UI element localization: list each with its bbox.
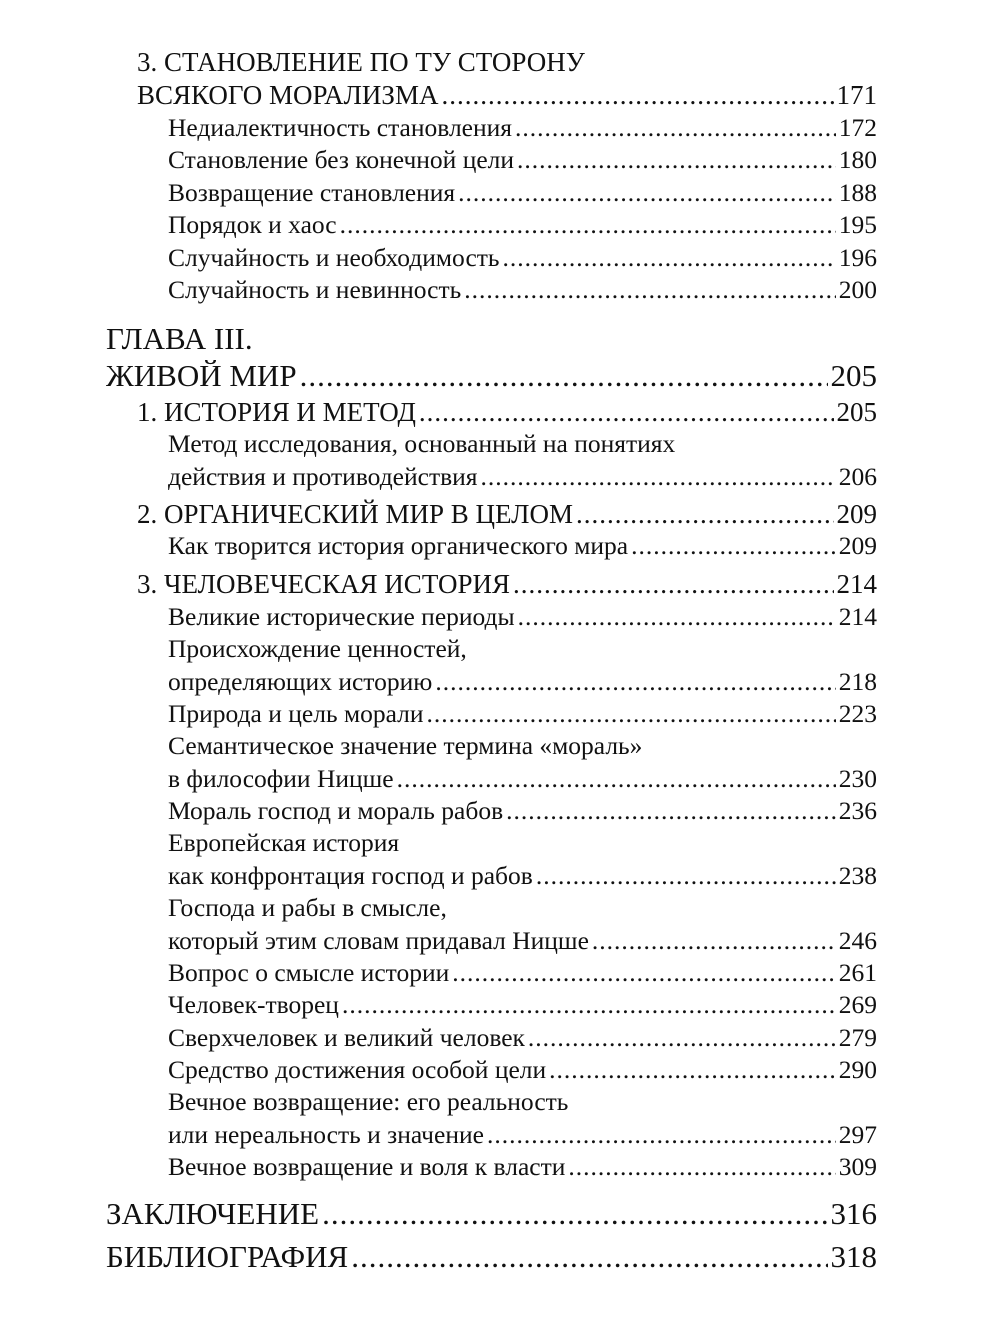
toc-page-number: 214 xyxy=(836,569,877,599)
dot-leader xyxy=(536,860,836,893)
toc-section-entry[interactable] xyxy=(137,568,877,601)
toc-section-entry[interactable] xyxy=(137,396,877,429)
toc-chapter-title-line1: ГЛАВА III. xyxy=(106,321,253,356)
toc-page-number: 205 xyxy=(830,358,877,393)
toc-page-number: 223 xyxy=(838,699,877,728)
toc-subsection-entry[interactable] xyxy=(168,1086,877,1151)
toc-subsection-entry[interactable] xyxy=(168,892,877,957)
dot-leader xyxy=(342,989,836,1022)
toc-subsection-entry[interactable] xyxy=(168,242,877,275)
dot-leader xyxy=(340,209,836,242)
toc-page-number: 214 xyxy=(838,602,877,631)
toc-page-number: 196 xyxy=(838,243,877,272)
dot-leader xyxy=(452,957,836,990)
toc-entry-title-line2: который этим словам придавал Ницше xyxy=(168,925,589,955)
toc-entry-title-line1: Семантическое значение термина «мораль» xyxy=(168,731,643,760)
toc-subsection-entry[interactable] xyxy=(168,274,877,307)
toc-section-title: 2. ОРГАНИЧЕСКИЙ МИР В ЦЕЛОМ xyxy=(137,499,573,529)
dot-leader xyxy=(464,274,836,307)
dot-leader xyxy=(435,666,835,699)
dot-leader xyxy=(427,698,836,731)
toc-page-number: 209 xyxy=(838,531,877,560)
toc-entry-title: Как творится история органического мира xyxy=(168,531,629,560)
dot-leader xyxy=(631,530,836,563)
toc-entry-title: Средство достижения особой цели xyxy=(168,1055,547,1084)
dot-leader xyxy=(487,1119,836,1152)
toc-entry-title-line2: действия и противодействия xyxy=(168,461,478,491)
toc-subsection-entry[interactable] xyxy=(168,827,877,892)
dot-leader xyxy=(528,1022,836,1055)
toc-page-number: 172 xyxy=(838,113,877,142)
dot-leader xyxy=(517,144,836,177)
dot-leader xyxy=(300,357,828,394)
toc-entry-title-line2: как конфронтация господ и рабов xyxy=(168,860,533,890)
toc-entry-title-line2: определяющих историю xyxy=(168,666,433,696)
dot-leader xyxy=(322,1195,827,1232)
toc-section-title: 1. ИСТОРИЯ И МЕТОД xyxy=(137,397,416,427)
dot-leader xyxy=(515,112,836,145)
toc-entry-title: Становление без конечной цели xyxy=(168,145,515,174)
toc-entry-title: Сверхчеловек и великий человек xyxy=(168,1023,525,1052)
toc-entry-title-line2: или нереальность и значение xyxy=(168,1119,484,1149)
toc-page-number: 238 xyxy=(838,860,877,890)
toc-page-number: 200 xyxy=(838,275,877,304)
toc-page-number: 309 xyxy=(838,1152,877,1181)
toc-subsection-entry[interactable] xyxy=(168,957,877,990)
toc-subsection-entry[interactable] xyxy=(168,209,877,242)
toc-subsection-entry[interactable] xyxy=(168,795,877,828)
toc-entry-title: Возвращение становления xyxy=(168,178,456,207)
toc-entry-title-line1: Метод исследования, основанный на понятиях xyxy=(168,429,676,458)
toc-chapter-title: БИБЛИОГРАФИЯ xyxy=(106,1239,349,1274)
dot-leader xyxy=(503,242,836,275)
toc-page-number: 206 xyxy=(838,461,877,491)
toc-section-title: 3. ЧЕЛОВЕЧЕСКАЯ ИСТОРИЯ xyxy=(137,569,510,599)
toc-subsection-entry[interactable] xyxy=(168,1151,877,1184)
toc-entry-title-line1: Происхождение ценностей, xyxy=(168,634,467,663)
toc-page-number: 236 xyxy=(838,796,877,825)
toc-subsection-entry[interactable] xyxy=(168,1054,877,1087)
toc-chapter-title-line2: ЖИВОЙ МИР xyxy=(106,358,297,393)
toc-page-number: 246 xyxy=(838,925,877,955)
toc-page-number: 195 xyxy=(838,210,877,239)
toc-section-title-line2: ВСЯКОГО МОРАЛИЗМА xyxy=(137,79,439,110)
toc-subsection-entry[interactable] xyxy=(168,989,877,1022)
toc-page-number: 180 xyxy=(838,145,877,174)
toc-entry-title-line1: Вечное возвращение: его реальность xyxy=(168,1087,569,1116)
dot-leader xyxy=(351,1238,827,1275)
toc-page-number: 279 xyxy=(838,1023,877,1052)
toc-page-number: 205 xyxy=(836,397,877,427)
toc-subsection-entry[interactable] xyxy=(168,530,877,563)
toc-entry-title: Великие исторические периоды xyxy=(168,602,515,631)
toc-subsection-entry[interactable] xyxy=(168,144,877,177)
dot-leader xyxy=(506,795,836,828)
dot-leader xyxy=(592,925,836,958)
dot-leader xyxy=(518,601,836,634)
toc-entry-title-line1: Европейская история xyxy=(168,828,400,857)
toc-page-number: 218 xyxy=(838,666,877,696)
toc-page-number: 316 xyxy=(830,1196,877,1231)
toc-entry-title: Случайность и необходимость xyxy=(168,243,500,272)
toc-subsection-entry[interactable] xyxy=(168,177,877,210)
toc-entry-title: Порядок и хаос xyxy=(168,210,337,239)
toc-chapter-title: ЗАКЛЮЧЕНИЕ xyxy=(106,1196,320,1231)
toc-entry-title: Недиалектичность становления xyxy=(168,113,513,142)
toc-subsection-entry[interactable] xyxy=(168,633,877,698)
dot-leader xyxy=(576,498,834,531)
dot-leader xyxy=(549,1054,836,1087)
toc-entry-title-line1: Господа и рабы в смысле, xyxy=(168,893,447,922)
toc-page-number: 261 xyxy=(838,958,877,987)
toc-page-number: 318 xyxy=(830,1239,877,1274)
toc-page-number: 290 xyxy=(838,1055,877,1084)
toc-section-title-line1: 3. СТАНОВЛЕНИЕ ПО ТУ СТОРОНУ xyxy=(137,47,585,77)
toc-bibliography-entry[interactable] xyxy=(106,1238,877,1275)
dot-leader xyxy=(568,1151,835,1184)
toc-page-number: 209 xyxy=(836,499,877,529)
toc-page-number: 297 xyxy=(838,1119,877,1149)
toc-entry-title: Вечное возвращение и воля к власти xyxy=(168,1152,566,1181)
toc-page-number: 269 xyxy=(838,990,877,1019)
toc-page-number: 230 xyxy=(838,763,877,793)
toc-subsection-entry[interactable] xyxy=(168,428,877,493)
toc-entry-title: Вопрос о смысле истории xyxy=(168,958,450,987)
toc-subsection-entry[interactable] xyxy=(168,112,877,145)
toc-subsection-entry[interactable] xyxy=(168,730,877,795)
toc-entry-title-line2: в философии Ницше xyxy=(168,763,394,793)
toc-page-number: 188 xyxy=(838,178,877,207)
dot-leader xyxy=(458,177,836,210)
toc-chapter-entry[interactable] xyxy=(106,320,877,394)
dot-leader xyxy=(419,396,834,429)
toc-entry-title: Человек-творец xyxy=(168,990,339,1019)
toc-entry-title: Мораль господ и мораль рабов xyxy=(168,796,504,825)
toc-subsection-entry[interactable] xyxy=(168,1022,877,1055)
toc-section-entry[interactable] xyxy=(137,498,877,531)
toc-page-number: 171 xyxy=(836,79,877,110)
dot-leader xyxy=(441,79,833,112)
toc-section-entry[interactable] xyxy=(137,46,877,111)
toc-conclusion-entry[interactable] xyxy=(106,1195,877,1232)
dot-leader xyxy=(513,568,834,601)
toc-subsection-entry[interactable] xyxy=(168,601,877,634)
dot-leader xyxy=(481,461,836,494)
toc-entry-title: Случайность и невинность xyxy=(168,275,462,304)
toc-subsection-entry[interactable] xyxy=(168,698,877,731)
toc-entry-title: Природа и цель морали xyxy=(168,699,424,728)
dot-leader xyxy=(397,763,836,796)
